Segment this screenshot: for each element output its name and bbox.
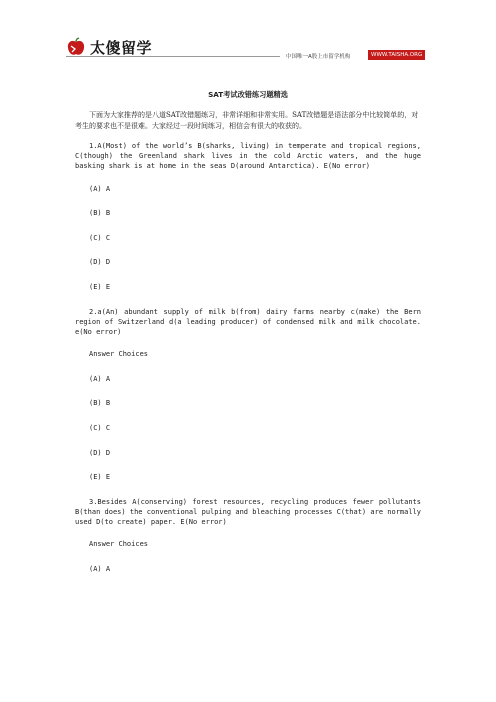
answer-choices-label: Answer Choices bbox=[89, 350, 149, 359]
question-1-option: (D) D bbox=[89, 258, 111, 267]
question-3-option: (A) A bbox=[89, 564, 111, 573]
question-3-text: 3.Besides A(conserving) forest resources, recycling produces fewer pollutants B(than does) the conventional pulping and bleaching processes C(that) are normally used D(to create) paper. E(No error) bbox=[75, 497, 421, 527]
question-2-option: (A) A bbox=[89, 374, 111, 383]
question-1-option: (C) C bbox=[89, 233, 111, 242]
document-body bbox=[75, 90, 421, 589]
question-2-option: (E) E bbox=[89, 473, 111, 482]
header-tagline: 中国唯一A股上市留学机构 bbox=[286, 54, 351, 60]
question-1-option: (A) A bbox=[89, 184, 111, 193]
header-divider bbox=[66, 56, 280, 57]
question-2-option: (D) D bbox=[89, 448, 111, 457]
brand-logo bbox=[66, 36, 152, 58]
question-1-text: 1.A(Most) of the world’s B(sharks, living) in temperate and tropical regions, C(though) the Greenland shark lives in the cold Arctic waters, and the huge basking shark is at home in the seas D(around Antarctica). E(No error) bbox=[75, 142, 421, 171]
intro-paragraph: 下面为大家推荐的是八道SAT改错题练习，非常详细和非常实用。SAT改错题是语法部分中比较简单的，对考生的要求也不是很难。大家经过一段时间练习，相信会有很大的收获的。 bbox=[75, 111, 419, 130]
question-2-option: (B) B bbox=[89, 399, 111, 408]
apple-logo-icon bbox=[66, 37, 86, 57]
brand-name: 太傻留学 bbox=[90, 38, 153, 57]
question-1-option: (B) B bbox=[89, 209, 111, 218]
document-title: SAT考试改错练习题精选 bbox=[208, 90, 288, 99]
site-url-badge[interactable]: WWW.TAISHA.ORG bbox=[368, 50, 425, 60]
question-2-text: 2.a(An) abundant supply of milk b(from) dairy farms nearby c(make) the Bern region of Switzerland d(a leading producer) of condensed milk and milk chocolate. e(No error) bbox=[75, 307, 421, 336]
question-2-option: (C) C bbox=[89, 423, 111, 432]
answer-choices-label: Answer Choices bbox=[89, 540, 149, 549]
question-1-option: (E) E bbox=[89, 282, 111, 291]
page-header bbox=[0, 0, 496, 72]
